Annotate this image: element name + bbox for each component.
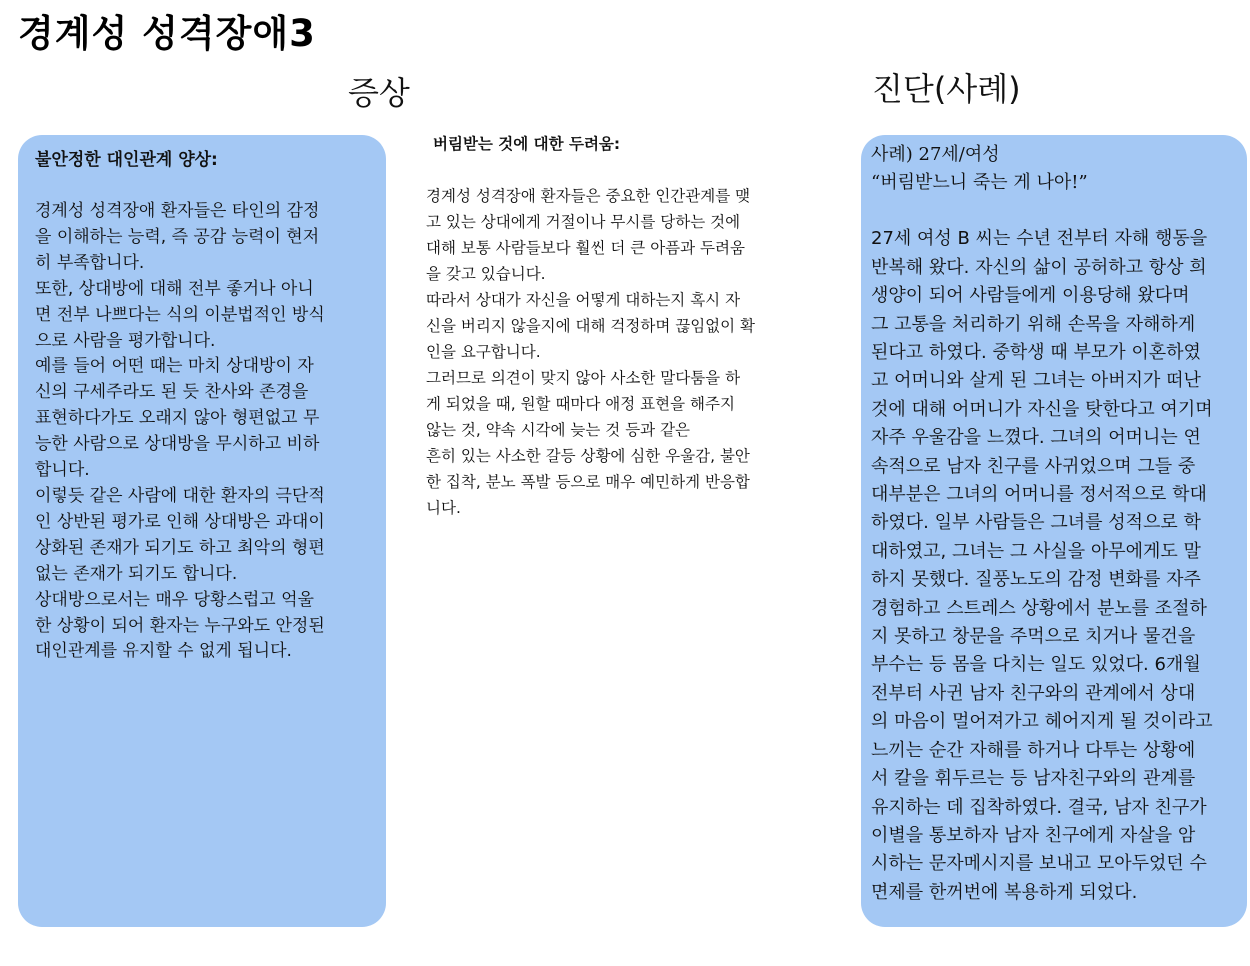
text-line: 유지하는 데 집착하였다. 결국, 남자 친구가 <box>871 796 1207 818</box>
text-line: 흔히 있는 사소한 갈등 상황에 심한 우울감, 불안 <box>426 447 750 465</box>
case-quote: “버림받느니 죽는 게 나아!” <box>871 172 1088 193</box>
text-line: 시하는 문자메시지를 보내고 모아두었던 수 <box>871 853 1207 875</box>
text-line: 서 칼을 휘두르는 등 남자친구와의 관계를 <box>871 768 1196 790</box>
text-line: 경계성 성격장애 환자들은 타인의 감정 <box>35 201 320 221</box>
text-line: 신의 구세주라도 된 듯 찬사와 존경을 <box>35 382 309 403</box>
unstable-relationships-panel <box>18 135 386 927</box>
text-line: 한 집착, 분노 폭발 등으로 매우 예민하게 반응합 <box>426 473 750 491</box>
case-study-panel <box>861 135 1247 927</box>
text-line: 대해 보통 사람들보다 훨씬 더 큰 아픔과 두려움 <box>426 239 745 257</box>
text-line: 반복해 왔다. 자신의 삶이 공허하고 항상 희 <box>871 256 1207 278</box>
text-line: 을 갖고 있습니다. <box>426 265 546 283</box>
text-line: 고 어머니와 살게 된 그녀는 아버지가 떠난 <box>871 370 1201 392</box>
unstable-relationships-body <box>35 199 376 665</box>
text-line: 없는 존재가 되기도 합니다. <box>35 563 238 584</box>
text-line: 따라서 상대가 자신을 어떻게 대하는지 혹시 자 <box>426 291 741 309</box>
text-line: 이별을 통보하자 남자 친구에게 자살을 암 <box>871 824 1196 846</box>
spacer <box>35 173 376 199</box>
fear-of-abandonment-heading: 버림받는 것에 대한 두려움: <box>433 135 621 153</box>
fear-of-abandonment-body <box>426 183 806 521</box>
text-line: 것에 대해 어머니가 자신을 탓한다고 여기며 <box>871 398 1213 420</box>
case-label: 사례) 27세/여성 <box>871 144 1000 165</box>
text-line: 27세 여성 B 씨는 수년 전부터 자해 행동을 <box>871 228 1208 250</box>
text-line: 의 마음이 멀어져가고 헤어지게 될 것이라고 <box>871 711 1213 733</box>
text-line: 으로 사람을 평가합니다. <box>35 330 216 351</box>
text-line: 지 못하고 창문을 주먹으로 치거나 물건을 <box>871 626 1196 648</box>
text-line: 한 상황이 되어 환자는 누구와도 안정된 <box>35 615 325 636</box>
text-line: 않는 것, 약속 시각에 늦는 것 등과 같은 <box>426 421 691 439</box>
text-line: 하였다. 일부 사람들은 그녀를 성적으로 학 <box>871 512 1201 534</box>
text-line: 고 있는 상대에게 거절이나 무시를 당하는 것에 <box>426 213 741 231</box>
text-line: 또한, 상대방에 대해 전부 좋거나 아니 <box>35 278 314 299</box>
text-line: 대부분은 그녀의 어머니를 정서적으로 학대 <box>871 484 1207 506</box>
text-line: 그러므로 의견이 맞지 않아 사소한 말다툼을 하 <box>426 369 741 387</box>
text-line: 상대방으로서는 매우 당황스럽고 억울 <box>35 589 314 610</box>
diagnosis-heading: 진단(사례) <box>872 70 1021 108</box>
text-line: 표현하다가도 오래지 않아 형편없고 무 <box>35 408 320 429</box>
text-line: 대인관계를 유지할 수 없게 됩니다. <box>35 641 292 662</box>
text-line: 부수는 등 몸을 다치는 일도 있었다. 6개월 <box>871 654 1201 676</box>
text-line: 경계성 성격장애 환자들은 중요한 인간관계를 맺 <box>426 187 751 205</box>
text-line: 하지 못했다. 질풍노도의 감정 변화를 자주 <box>871 569 1201 591</box>
text-line: 경험하고 스트레스 상황에서 분노를 조절하 <box>871 597 1207 619</box>
text-line: 전부터 사귄 남자 친구와의 관계에서 상대 <box>871 682 1196 704</box>
text-line: 예를 들어 어떤 때는 마치 상대방이 자 <box>35 356 314 377</box>
text-line: 이렇듯 같은 사람에 대한 환자의 극단적 <box>35 485 325 506</box>
text-line: 느끼는 순간 자해를 하거나 다투는 상황에 <box>871 739 1196 761</box>
text-line: 속적으로 남자 친구를 사귀었으며 그들 중 <box>871 455 1196 477</box>
page-title: 경계성 성격장애3 <box>18 12 316 55</box>
text-line: 을 이해하는 능력, 즉 공감 능력이 현저 <box>35 226 320 247</box>
text-line: 능한 사람으로 상대방을 무시하고 비하 <box>35 434 320 455</box>
symptoms-heading: 증상 <box>348 74 410 112</box>
text-line: 자주 우울감을 느꼈다. 그녀의 어머니는 연 <box>871 427 1201 449</box>
text-line: 신을 버리지 않을지에 대해 걱정하며 끊임없이 확 <box>426 317 756 335</box>
spacer <box>426 157 806 183</box>
unstable-relationships-heading: 불안정한 대인관계 양상: <box>35 150 218 170</box>
text-line: 상화된 존재가 되기도 하고 최악의 형편 <box>35 537 325 558</box>
fear-of-abandonment-section <box>426 131 806 521</box>
text-line: 생양이 되어 사람들에게 이용당해 왔다며 <box>871 285 1190 307</box>
case-study-body <box>871 225 1239 907</box>
text-line: 면제를 한꺼번에 복용하게 되었다. <box>871 881 1138 903</box>
text-line: 된다고 하였다. 중학생 때 부모가 이혼하였 <box>871 342 1201 364</box>
text-line: 면 전부 나쁘다는 식의 이분법적인 방식 <box>35 304 325 325</box>
spacer <box>871 197 1239 225</box>
text-line: 그 고통을 처리하기 위해 손목을 자해하게 <box>871 313 1196 335</box>
text-line: 대하였고, 그녀는 그 사실을 아무에게도 말 <box>871 540 1201 562</box>
text-line: 합니다. <box>35 460 90 481</box>
text-line: 니다. <box>426 499 461 517</box>
text-line: 인을 요구합니다. <box>426 343 541 361</box>
text-line: 히 부족합니다. <box>35 252 145 273</box>
text-line: 게 되었을 때, 원할 때마다 애정 표현을 해주지 <box>426 395 735 413</box>
text-line: 인 상반된 평가로 인해 상대방은 과대이 <box>35 511 325 532</box>
